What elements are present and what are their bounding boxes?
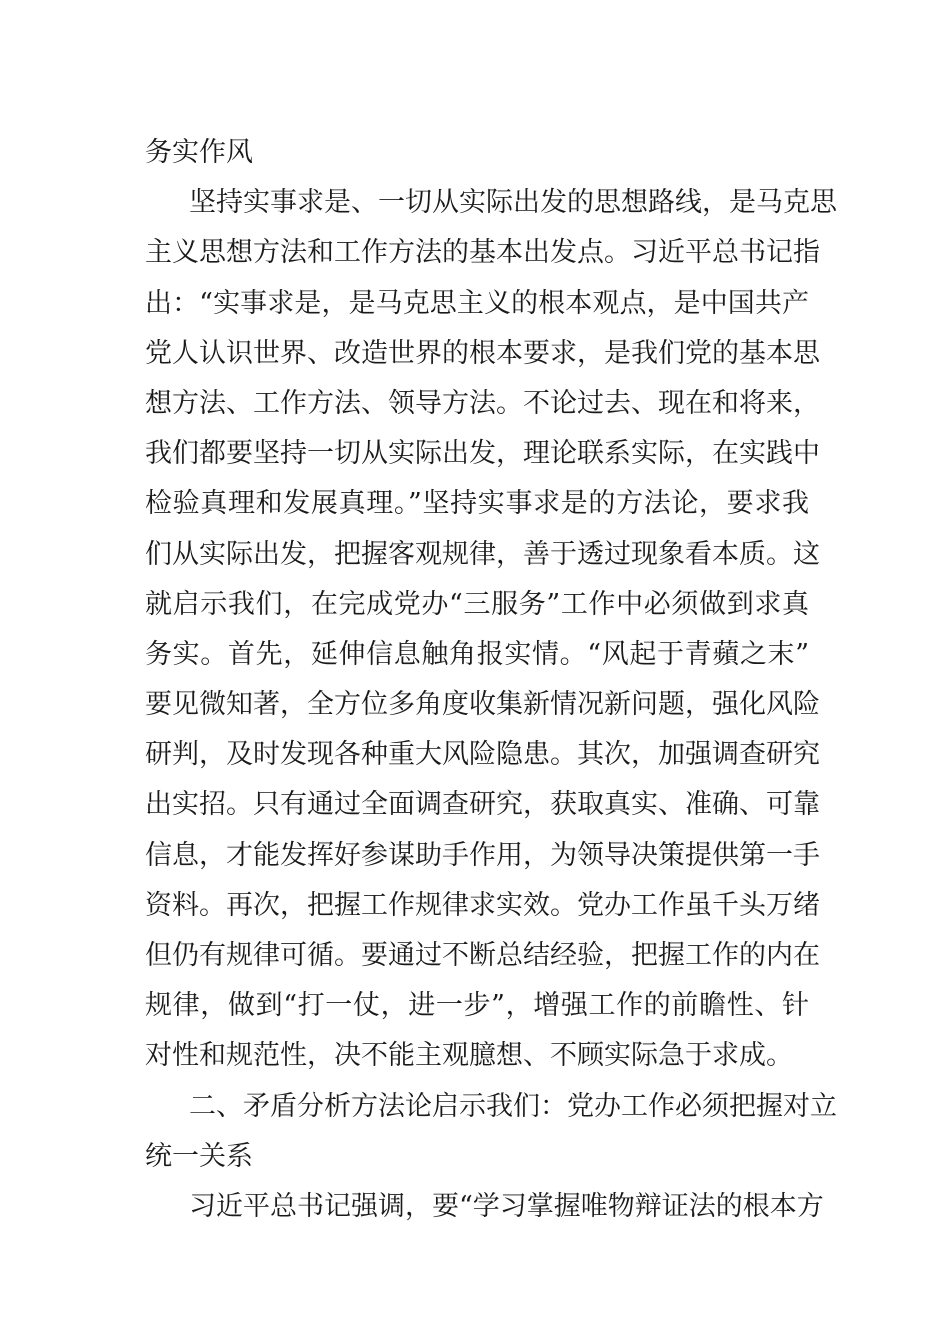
paragraph-line: 规律，做到“打一仗，进一步”，增强工作的前瞻性、针 [145, 990, 809, 1022]
document-body [145, 128, 837, 1232]
paragraph-line: 习近平总书记强调，要“学习掌握唯物辩证法的根本方 [189, 1190, 824, 1222]
paragraph-line: 想方法、工作方法、领导方法。不论过去、现在和将来， [145, 387, 820, 419]
paragraph-line: 务实。首先，延伸信息触角报实情。“风起于青蘋之末” [145, 638, 809, 670]
paragraph-line: 党人认识世界、改造世界的根本要求，是我们党的基本思 [145, 337, 820, 369]
paragraph-line: 们从实际出发，把握客观规律，善于透过现象看本质。这 [145, 538, 820, 570]
paragraph-line: 资料。再次，把握工作规律求实效。党办工作虽千头万绪 [145, 889, 820, 921]
section-heading-line: 统一关系 [145, 1140, 253, 1172]
paragraph-line: 主义思想方法和工作方法的基本出发点。习近平总书记指 [145, 237, 820, 269]
paragraph-line: 对性和规范性，决不能主观臆想、不顾实际急于求成。 [145, 1040, 793, 1072]
paragraph-line: 但仍有规律可循。要通过不断总结经验，把握工作的内在 [145, 940, 820, 971]
paragraph-line: 出实招。只有通过全面调查研究，获取真实、准确、可靠 [145, 789, 820, 821]
paragraph-line: 研判，及时发现各种重大风险隐患。其次，加强调查研究 [145, 739, 820, 771]
paragraph-line: 检验真理和发展真理。”坚持实事求是的方法论，要求我 [145, 488, 809, 520]
paragraph-line: 务实作风 [145, 137, 253, 168]
paragraph-line: 就启示我们，在完成党办“三服务”工作中必须做到求真 [145, 588, 809, 620]
paragraph-line: 坚持实事求是、一切从实际出发的思想路线，是马克思 [189, 187, 837, 219]
paragraph-line: 出：“实事求是，是马克思主义的根本观点，是中国共产 [145, 287, 809, 319]
paragraph-line: 我们都要坚持一切从实际出发，理论联系实际，在实践中 [145, 438, 820, 470]
paragraph-line: 要见微知著，全方位多角度收集新情况新问题，强化风险 [145, 689, 820, 721]
paragraph-line: 信息，才能发挥好参谋助手作用，为领导决策提供第一手 [145, 839, 820, 871]
section-heading-line: 二、矛盾分析方法论启示我们：党办工作必须把握对立 [189, 1090, 837, 1122]
